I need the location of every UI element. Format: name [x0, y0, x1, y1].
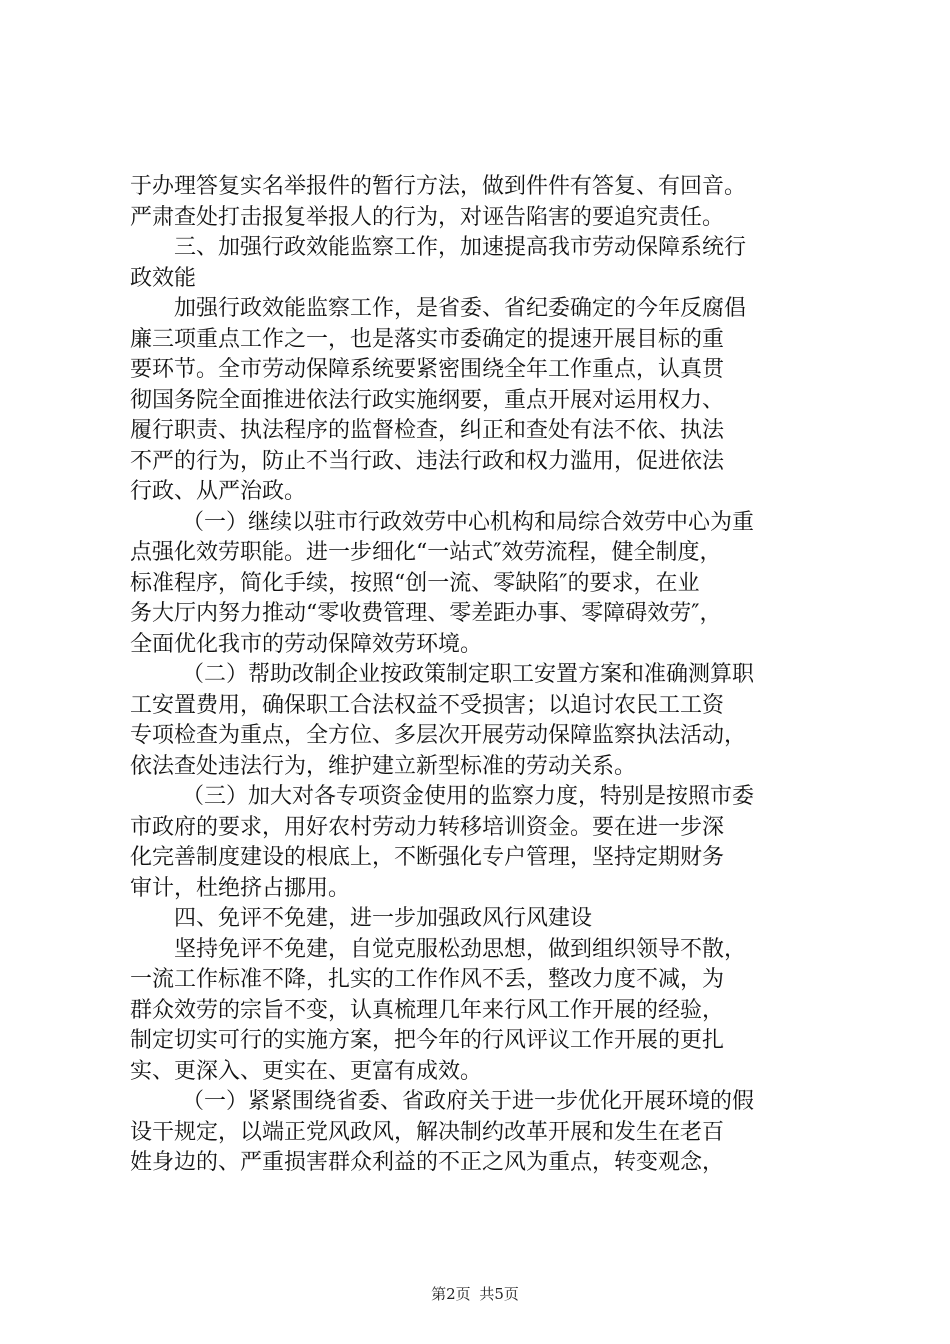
section-heading-cont: 政效能 — [130, 265, 197, 291]
text-line: 标准程序，简化手续，按照“创一流、零缺陷″的要求，在业 — [130, 570, 700, 596]
text-line: 工安置费用，确保职工合法权益不受损害；以追讨农民工工资 — [130, 692, 725, 718]
page-footer — [0, 1283, 950, 1304]
text-line: 市政府的要求，用好农村劳动力转移培训资金。要在进一步深 — [130, 814, 725, 840]
text-line: 依法查处违法行为，维护建立新型标准的劳动关系。 — [130, 753, 637, 779]
text-line: 姓身边的、严重损害群众利益的不正之风为重点，转变观念， — [130, 1150, 725, 1175]
section-heading: 三、加强行政效能监察工作，加速提高我市劳动保障系统行 — [174, 235, 747, 260]
text-line: 全面优化我市的劳动保障效劳环境。 — [130, 631, 483, 657]
text-line: 要环节。全市劳动保障系统要紧密围绕全年工作重点，认真贯 — [130, 357, 725, 382]
text-line: 设干规定，以端正党风政风，解决制约改革开展和发生在老百 — [130, 1119, 725, 1145]
page-total: 共5页 — [479, 1285, 519, 1303]
text-line: 坚持免评不免建，自觉克服松劲思想，做到组织领导不散， — [174, 936, 747, 962]
text-line: 实、更深入、更实在、更富有成效。 — [130, 1058, 483, 1084]
text-line: 务大厅内努力推动“零收费管理、零差距办事、零障碍效劳″， — [130, 601, 722, 626]
page-number: 第2页 — [431, 1285, 471, 1303]
text-line: 严肃查处打击报复举报人的行为，对诬告陷害的要追究责任。 — [130, 204, 725, 230]
text-line: （三）加大对各专项资金使用的监察力度，特别是按照市委 — [182, 784, 755, 809]
text-line: 点强化效劳职能。进一步细化“一站式″效劳流程，健全制度， — [130, 540, 722, 565]
text-line: 行政、从严治政。 — [130, 479, 307, 504]
text-line: 制定切实可行的实施方案，把今年的行风评议工作开展的更扎 — [130, 1028, 725, 1053]
text-line: 专项检查为重点，全方位、多层次开展劳动保障监察执法活动， — [130, 723, 747, 748]
document-body — [130, 172, 830, 1179]
text-line: 于办理答复实名举报件的暂行方法，做到件件有答复、有回音。 — [130, 174, 747, 199]
text-line: 化完善制度建设的根底上，不断强化专户管理，坚持定期财务 — [130, 845, 725, 870]
text-line: 不严的行为，防止不当行政、违法行政和权力滥用，促进依法 — [130, 448, 725, 474]
text-line: 履行职责、执法程序的监督检查，纠正和查处有法不依、执法 — [130, 418, 725, 443]
text-line: 一流工作标准不降，扎实的工作作风不丢，整改力度不减，为 — [130, 967, 725, 992]
text-line: 审计，杜绝挤占挪用。 — [130, 875, 351, 901]
text-line: 彻国务院全面推进依法行政实施纲要，重点开展对运用权力、 — [130, 387, 725, 413]
text-line: 群众效劳的宗旨不变，认真梳理几年来行风工作开展的经验， — [130, 997, 725, 1023]
text-line: 廉三项重点工作之一，也是落实市委确定的提速开展目标的重 — [130, 326, 725, 352]
text-line: （二）帮助改制企业按政策制定职工安置方案和准确测算职 — [182, 662, 755, 687]
text-line: （一）紧紧围绕省委、省政府关于进一步优化开展环境的假 — [182, 1089, 755, 1114]
text-line: 加强行政效能监察工作，是省委、省纪委确定的今年反腐倡 — [174, 296, 747, 321]
text-line: （一）继续以驻市行政效劳中心机构和局综合效劳中心为重 — [182, 509, 755, 535]
section-heading: 四、免评不免建，进一步加强政风行风建设 — [174, 906, 593, 931]
